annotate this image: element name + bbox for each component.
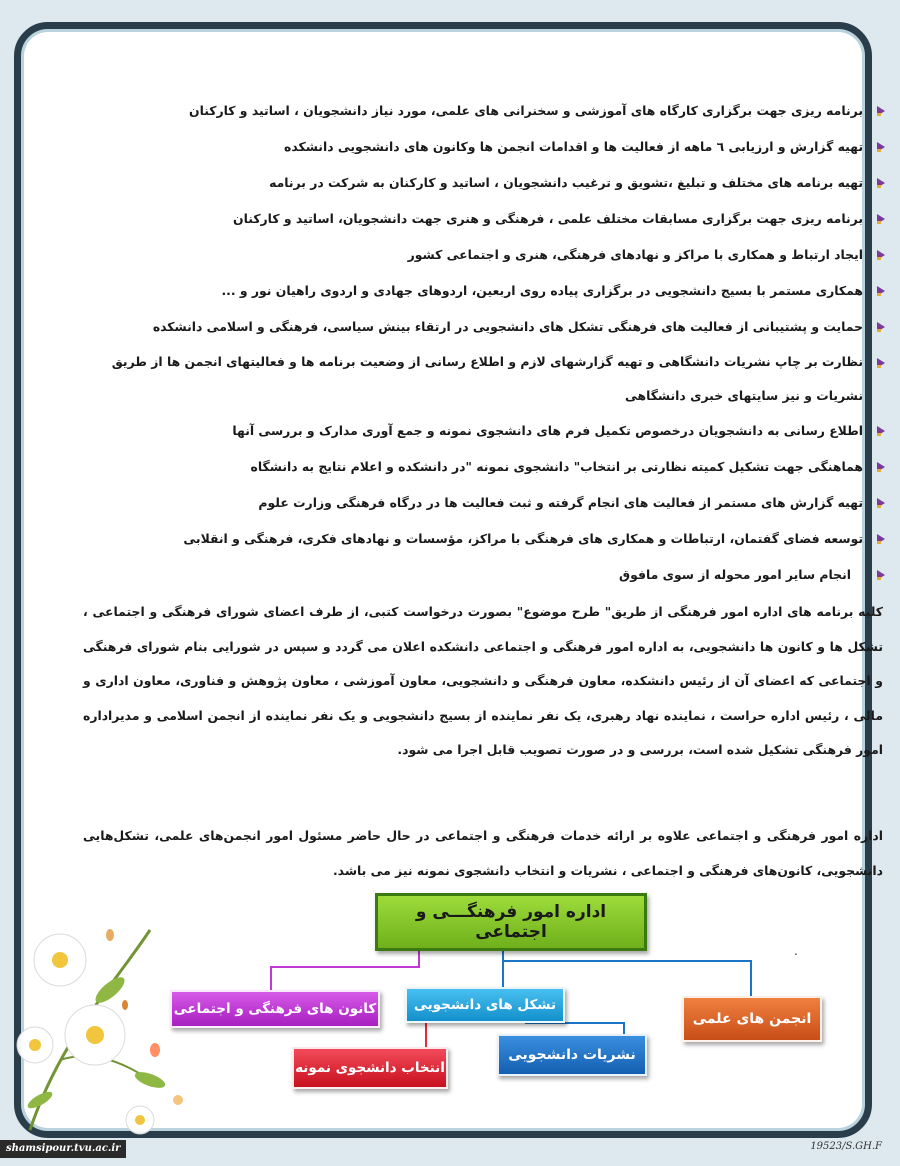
list-item-text: تهیه گزارش و ارزیابی ٦ ماهه از فعالیت ها و اقدامات انجمن ها وکانون های دانشجویی دانشکده [284, 139, 863, 154]
bullet-arrow-icon [877, 214, 885, 224]
orgchart-root-box: اداره امور فرهنگـــی و اجتماعی [375, 893, 647, 951]
bullet-arrow-icon [877, 250, 885, 260]
document-content [51, 59, 883, 1139]
footer-code: 19523/S.GH.F [810, 1141, 882, 1152]
orgchart-nashriat-box: نشریات دانشجویی [497, 1034, 647, 1076]
list-item [97, 521, 887, 557]
list-item [97, 93, 887, 129]
list-item-text: برنامه ریزی جهت برگزاری مسابقات مختلف علمی ، فرهنگی و هنری جهت دانشجویان، اساتید و کارکنان [233, 211, 863, 226]
list-item [97, 237, 887, 273]
bullet-arrow-icon [877, 570, 885, 580]
bullet-arrow-icon [877, 106, 885, 116]
list-item-text: تهیه گزارش های مستمر از فعالیت های انجام گرفته و ثبت فعالیت ها در درگاه فرهنگی وزارت علوم [258, 495, 863, 510]
connector-line [502, 950, 504, 990]
bullet-arrow-icon [877, 462, 885, 472]
list-item [97, 413, 887, 449]
list-item [97, 201, 887, 237]
bullet-arrow-icon [877, 286, 885, 296]
orgchart-tashakkol-box: تشکل های دانشجویی [405, 987, 565, 1023]
list-item [97, 273, 887, 309]
responsibilities-paragraph: اداره امور فرهنگی و اجتماعی علاوه بر ارائه خدمات فرهنگی و اجتماعی در حال حاضر مسئول امور انجمن‌های علمی، تشکل‌هایی دانشجویی، کانون‌های فرهنگی و اجتماعی ، نشریات و انتخاب دانشجوی نمونه نیز می باشد. [83, 828, 883, 878]
connector-line [270, 966, 420, 968]
list-item-text: هماهنگی جهت تشکیل کمیته نظارتی بر انتخاب" دانشجوی نمونه "در دانشکده و اعلام نتایج به دانشگاه [250, 459, 863, 474]
procedure-paragraph: کلیه برنامه های اداره امور فرهنگی از طریق" طرح موضوع" بصورت درخواست کتبی، از طرف اعضای شورای فرهنگی و اجتماعی ، تشکل ها و کانون ها دانشجویی، به اداره امور فرهنگی و اجتماعی دانشکده اعلان می گردد و سپس در شورایی بنام شورای فرهنگی و اجتماعی که اعضای آن از رئیس دانشکده، معاون فرهنگی و دانشجویی، معاون آموزشی ، معاون پژوهش و فناوری، معاون اداری و مالی ، رئیس اداره حراست ، نماینده نهاد رهبری، یک نفر نماینده از بسیج دانشجویی و یک نفر نماینده از انجمن اسلامی و مدیراداره امور فرهنگی تشکیل شده است، بررسی و در صورت تصویب قابل اجرا می شود. [83, 604, 883, 757]
list-item [97, 449, 887, 485]
bullet-arrow-icon [877, 322, 885, 332]
list-item [97, 485, 887, 521]
bullet-arrow-icon [877, 178, 885, 188]
page-frame [14, 22, 883, 1138]
list-item-text: نظارت بر چاپ نشریات دانشگاهی و تهیه گزارشهای لازم و اطلاع رسانی از وضعیت برنامه ها و فعالیتهای انجمن ها از طریق نشریات و نیز سایتهای خبری دانشگاهی [111, 354, 863, 403]
list-item-text: ایجاد ارتباط و همکاری با مراکز و نهادهای فرهنگی، هنری و اجتماعی کشور [407, 247, 863, 262]
list-item-text: برنامه ریزی جهت برگزاری کارگاه های آموزشی و سخنرانی های علمی، مورد نیاز دانشجویان ، اساتید و کارکنان [189, 103, 863, 118]
connector-line [425, 1022, 427, 1048]
orgchart-kanoon-box: کانون های فرهنگی و اجتماعی [170, 990, 380, 1028]
duties-list [97, 93, 887, 593]
bullet-arrow-icon [877, 498, 885, 508]
list-item-text: انجام سایر امور محوله از سوی مافوق [619, 567, 851, 582]
list-item [97, 557, 887, 593]
connector-line [502, 960, 752, 962]
bullet-arrow-icon [877, 426, 885, 436]
list-item [97, 129, 887, 165]
orgchart-anjoman-box: انجمن های علمی [682, 996, 822, 1042]
list-item [97, 309, 887, 345]
bullet-arrow-icon [877, 142, 885, 152]
list-item [97, 345, 887, 413]
bullet-arrow-icon [877, 534, 885, 544]
bullet-arrow-icon [877, 358, 885, 368]
list-item-text: همکاری مستمر با بسیج دانشجویی در برگزاری پیاده روی اربعین، اردوهای جهادی و اردوی راهیان نور و ... [221, 283, 863, 298]
list-item-text: توسعه فضای گفتمان، ارتباطات و همکاری های فرهنگی با مراکز، مؤسسات و نهادهای فکری، فرهنگی و انقلابی [183, 531, 863, 546]
list-item-text: اطلاع رسانی به دانشجویان درخصوص تکمیل فرم های دانشجوی نمونه و جمع آوری مدارک و بررسی آنها [232, 423, 863, 438]
list-item [97, 165, 887, 201]
connector-line [418, 950, 420, 968]
orgchart-entekhab-box: انتخاب دانشجوی نمونه [292, 1047, 448, 1089]
footer-site-url: shamsipour.tvu.ac.ir [0, 1140, 126, 1158]
list-item-text: تهیه برنامه های مختلف و تبلیغ ،تشویق و ترغیب دانشجویان ، اساتید و کارکنان به شرکت در برنامه [269, 175, 863, 190]
connector-line [750, 960, 752, 996]
stray-dot: . [794, 944, 798, 958]
list-item-text: حمایت و پشتیبانی از فعالیت های فرهنگی تشکل های دانشجویی در ارتقاء بینش سیاسی، فرهنگی و اسلامی دانشکده [152, 319, 863, 334]
connector-line [270, 966, 272, 990]
